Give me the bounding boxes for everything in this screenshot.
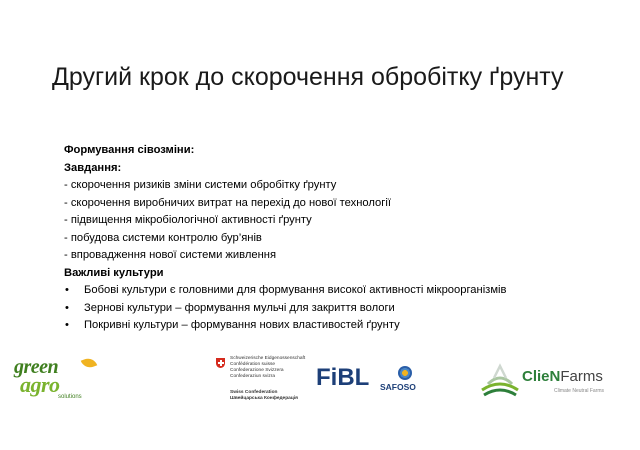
tasks-list [64,177,624,265]
task-item: - скорочення ризиків зміни системи обробітку ґрунту [64,179,337,191]
crops-heading: Важливі культури [64,266,164,279]
swiss-name-line: Confederaziun svizra [230,374,276,379]
safoso-text: SAFOSO [380,382,416,392]
crop-item: • Зернові культури – формування мульчі для закриття вологи [64,300,624,318]
swiss-names [230,356,305,380]
leaf-icon [81,356,98,370]
crop-item: • Бобові культури є головними для формування високої активності мікроорганізмів [64,282,624,300]
swiss-name-line: Confederazione Svizzera [230,368,284,373]
slide-title: Другий крок до скорочення обробітку ґрунту [52,63,564,91]
tasks-heading: Завдання: [64,161,122,174]
clienfarms-subtitle: Climate Neutral Farms [554,388,605,394]
clienfarms-logo [480,358,630,402]
swiss-name-line: Confédération suisse [230,362,276,367]
swiss-names-2 [230,390,298,402]
clienfarms-brand-a: ClieN [522,368,561,385]
partner-logos [0,350,640,410]
safoso-logo [380,366,430,394]
swiss-name-line: Swiss Confederation [230,390,278,395]
clienfarms-emblem-icon [480,360,520,400]
task-item: - підвищення мікробіологічної активності ґрунту [64,214,312,226]
crops-list [64,282,624,335]
safoso-mark-icon [398,366,412,380]
task-item: - побудова системи контролю бур’янів [64,231,262,244]
swiss-name-line: Швейцарська Конфедерація [230,396,298,401]
green-agro-word-3: solutions [58,394,82,400]
green-agro-word-1: green [14,356,59,378]
clienfarms-text [522,368,603,385]
slide-content [64,142,624,335]
clienfarms-brand-b: Farms [560,368,603,385]
section-heading: Формування сівозміни: [64,144,195,156]
task-item: - скорочення виробничих витрат на перехід до нової технології [64,196,391,209]
swiss-name-line: Schweizerische Eidgenossenschaft [230,356,306,361]
task-item: - впровадження нової системи живлення [64,249,277,261]
swiss-flag-icon [216,358,225,368]
green-agro-word-2: agro [20,372,60,397]
crop-item: • Покривні культури – формування нових властивостей ґрунту [64,317,624,335]
fibl-logo: FiBL [316,364,370,391]
swiss-confederation-logo [216,356,326,404]
green-agro-logo [14,356,98,402]
